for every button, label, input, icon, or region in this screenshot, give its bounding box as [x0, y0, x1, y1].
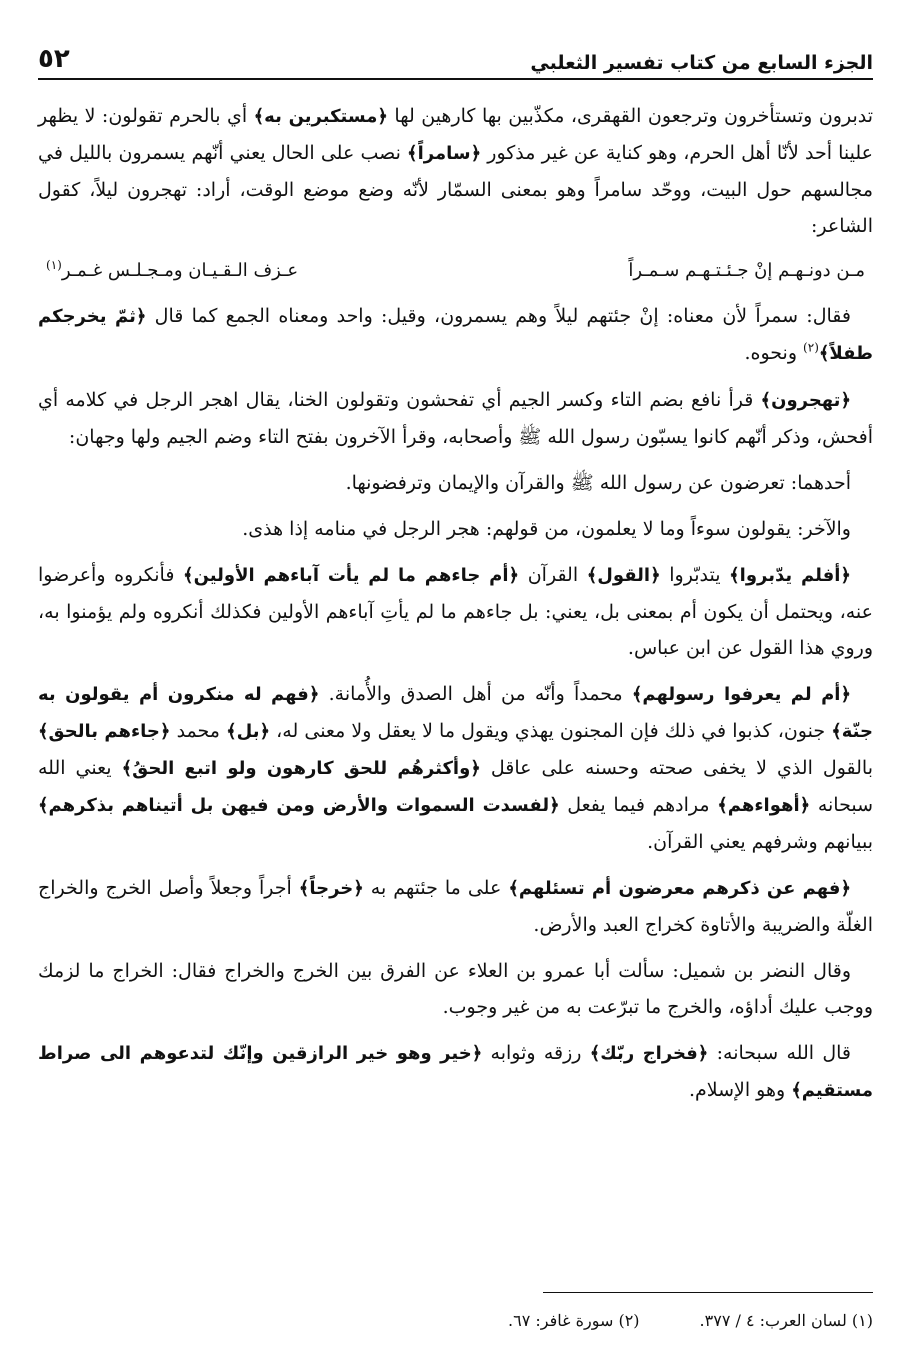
text-segment: على ما جئتهم به: [363, 877, 509, 899]
footnote-2: (٢) سورة غافر: ٦٧.: [508, 1311, 640, 1330]
text-segment: نصب على الحال يعني أنّهم يسمرون بالليل في مجالسهم حول البيت، ووحّد سامراً وهو بمعنى السمّار لأنّه وضع موضع الوقت، أراد: تهجرون ليلاً، كقول الشاعر:: [38, 142, 873, 237]
paragraph-7: [38, 676, 873, 860]
footnotes: [38, 1292, 873, 1330]
quran-quote: ﴿جاءهم بالحق﴾: [38, 721, 171, 742]
text-segment: أحدهما: تعرضون عن رسول الله ﷺ والقرآن والإيمان وترفضونها.: [345, 472, 851, 494]
verse-first-hemistich: مـن دونـهـم إنْ جـئـتـهـم سـمـراً: [628, 260, 865, 281]
text-segment: فأنكروه وأعرضوا عنه، ويحتمل أن يكون أم بمعنى بل، يعني: بل جاءهم ما لم يأتِ آباءهم الأولين فكذلك أنكروه ولم يؤمنوا به، وروي هذا القول عن ابن عباس.: [38, 564, 873, 659]
quran-quote: ﴿لفسدت السموات والأرض ومن فيهن بل أتيناهم بذكرهم﴾: [38, 795, 560, 816]
text-segment: مرادهم فيما يفعل: [559, 794, 718, 816]
text-segment: تدبرون وتستأخرون وترجعون القهقرى، مكذّبين بها كارهين لها: [387, 105, 873, 127]
paragraph-8: [38, 870, 873, 943]
paragraph-1: [38, 98, 873, 244]
text-segment: قال الله سبحانه:: [708, 1042, 851, 1064]
quran-quote: ﴿فخراج ربّك﴾: [589, 1043, 709, 1064]
text-segment: والآخر: يقولون سوءاً وما لا يعلمون، من قولهم: هجر الرجل في منامه إذا هذى.: [242, 518, 851, 540]
verse-second-hemistich: [46, 254, 298, 288]
text-segment: جنون، كذبوا في ذلك فإن المجنون يهذي ويقول ما لا يعقل ولا معنى له،: [270, 720, 832, 742]
text-segment: رزقه وثوابه: [482, 1042, 590, 1064]
text-segment: أجراً وجعلاً وأصل الخرج والخراج الغلّة والضريبة والأتاوة كخراج العبد والأرض.: [38, 877, 873, 936]
verse-second-text: عـزف الـقـيـان ومـجـلـس غـمـر: [61, 260, 299, 281]
text-segment: بالقول الذي لا يخفى صحته وحسنه على عاقل: [480, 757, 873, 779]
page-number: ٥٢: [38, 44, 70, 74]
paragraph-6: [38, 557, 873, 666]
text-segment: محمداً وأنّه من أهل الصدق والأُمانة.: [319, 683, 632, 705]
footnote-row: [38, 1311, 873, 1330]
quran-quote: ﴿خرجاً﴾: [298, 878, 364, 899]
quran-quote: ﴿وأكثرهُم للحق كارهون ولو اتبع الحقُ﴾: [121, 758, 481, 779]
paragraph-2: [38, 298, 873, 372]
quran-quote: ﴿القول﴾: [586, 565, 661, 586]
text-segment: ونحوه.: [744, 342, 804, 364]
quran-quote: ﴿فهم عن ذكرهم معرضون أم تسئلهم﴾: [508, 878, 851, 899]
quran-quote: ﴿أم جاءهم ما لم يأت آباءهم الأولين﴾: [183, 565, 520, 586]
page-body: [38, 98, 873, 1109]
paragraph-3: [38, 382, 873, 455]
paragraph-5: [38, 511, 873, 547]
quran-quote: ﴿خير وهو خير الرازقين وإنّك لتدعوهم الى صراط مستقيم﴾: [38, 1043, 873, 1101]
page-header: [38, 30, 873, 80]
poetry-verse: [38, 254, 873, 288]
quran-quote: ﴿مستكبرين به﴾: [253, 106, 388, 127]
quran-quote: ﴿تهجرون﴾: [760, 390, 851, 411]
paragraph-4: [38, 465, 873, 501]
footnote-1: (١) لسان العرب: ٤ / ٣٧٧.: [699, 1311, 873, 1330]
running-title: الجزء السابع من كتاب تفسير الثعلبي: [530, 52, 873, 74]
footnote-mark: (٢): [803, 340, 819, 355]
text-segment: وقال النضر بن شميل: سألت أبا عمرو بن العلاء عن الفرق بين الخرج والخراج فقال: الخراج ما لزمك ووجب عليك أداؤه، والخرج ما تبرّعت به من غير وجوب.: [38, 960, 873, 1018]
quran-quote: ﴿بل﴾: [226, 721, 271, 742]
text-segment: يعني الله سبحانه: [38, 757, 873, 816]
text-segment: القرآن: [519, 564, 587, 586]
paragraph-10: [38, 1035, 873, 1109]
footnote-divider: [543, 1292, 873, 1293]
text-segment: وهو الإسلام.: [688, 1079, 792, 1101]
text-segment: ببيانهم وشرفهم يعني القرآن.: [647, 831, 873, 853]
text-segment: فقال: سمراً لأن معناه: إنْ جئتهم ليلاً وهم يسمرون، وقيل: واحد ومعناه الجمع كما قال: [146, 305, 851, 327]
quran-quote: ﴿أفلم يدّبروا﴾: [729, 565, 851, 586]
quran-quote: ﴿أم لم يعرفوا رسولهم﴾: [631, 684, 851, 705]
quran-quote: ﴿فهم له منكرون أم يقولون به جنّة﴾: [38, 684, 874, 742]
quran-quote: ﴿أهواءهم﴾: [717, 795, 811, 816]
text-segment: محمد: [170, 720, 227, 742]
quran-quote: ﴿ثمّ يخرجكم طفلاً﴾: [38, 306, 873, 364]
text-segment: أي بالحرم تقولون: لا يظهر علينا أحد لأنّا أهل الحرم، وهو كناية عن غير مذكور: [38, 105, 874, 164]
text-segment: قرأ نافع بضم التاء وكسر الجيم أي تفحشون وتقولون الخنا، يقال اهجر الرجل في كلامه أي أفحش، وذكر أنّهم كانوا يسبّون رسول الله ﷺ وأصحابه، وقرأ الآخرون بفتح التاء وضم الجيم ولها وجهان:: [38, 389, 873, 448]
text-segment: يتدبّروا: [660, 564, 730, 586]
quran-quote: ﴿سامراً﴾: [407, 143, 482, 164]
paragraph-9: [38, 953, 873, 1025]
footnote-mark: (١): [46, 258, 62, 272]
document-page: [38, 30, 873, 1330]
